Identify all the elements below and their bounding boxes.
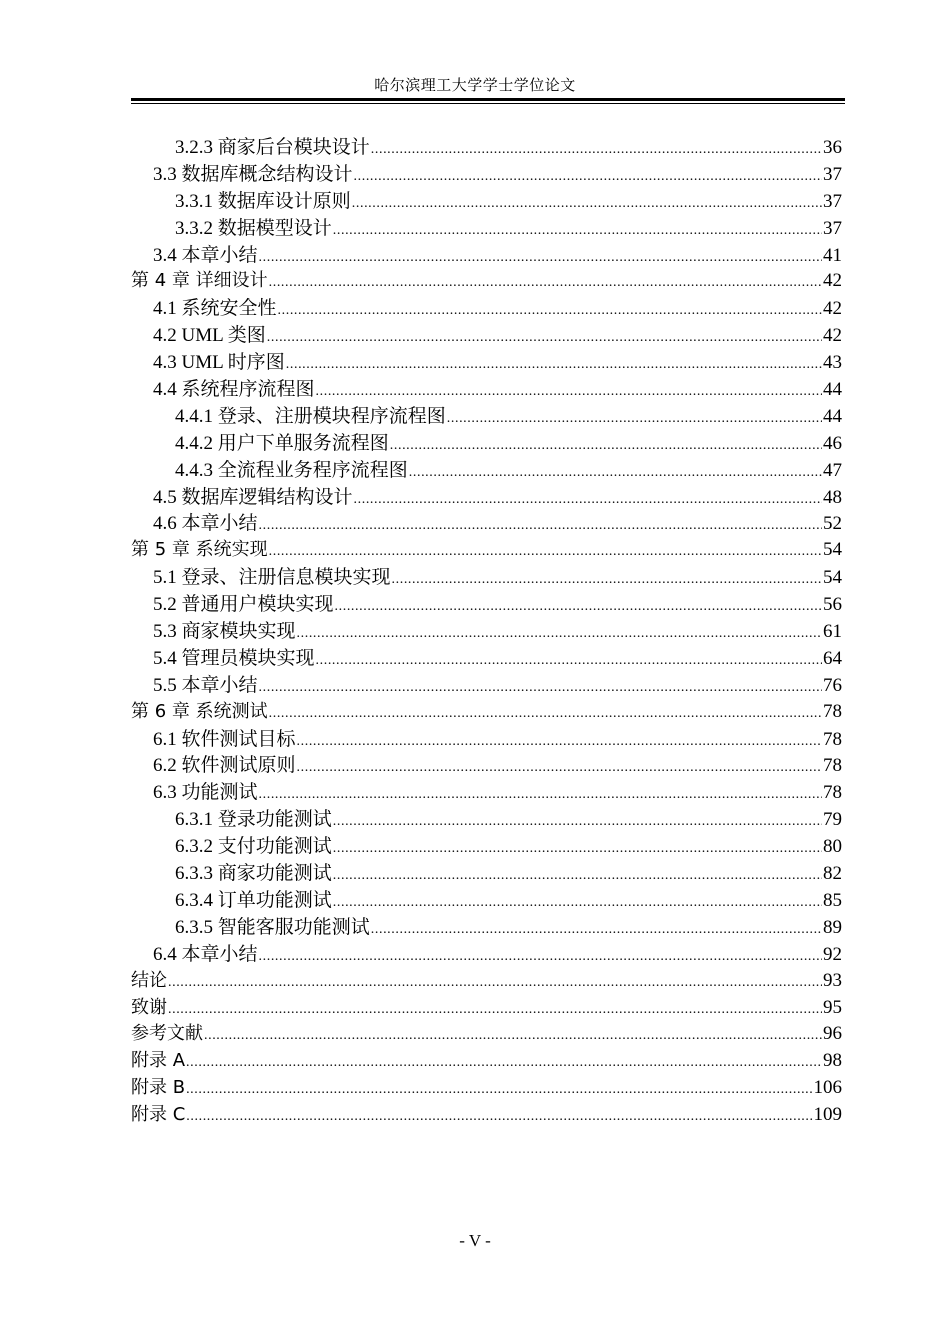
- toc-entry[interactable]: [131, 455, 842, 482]
- toc-entry-title: 6.3.2 支付功能测试: [175, 836, 332, 858]
- toc-entry-page: 52: [823, 513, 842, 535]
- toc-dot-leader: [333, 895, 822, 911]
- toc-entry[interactable]: [131, 697, 842, 724]
- toc-entry-title: 6.1 软件测试目标: [153, 728, 296, 750]
- toc-entry-page: 37: [823, 217, 842, 239]
- toc-entry[interactable]: [131, 266, 842, 293]
- table-of-contents: [131, 132, 842, 1127]
- toc-entry[interactable]: [131, 616, 842, 643]
- toc-entry[interactable]: [131, 186, 842, 213]
- toc-entry-page: 43: [823, 352, 842, 374]
- toc-entry[interactable]: [131, 750, 842, 777]
- toc-entry-title: 4.3 UML 时序图: [153, 352, 285, 374]
- toc-dot-leader: [269, 706, 822, 722]
- toc-dot-leader: [392, 572, 822, 588]
- toc-entry[interactable]: [131, 993, 842, 1020]
- toc-entry-page: 109: [813, 1104, 842, 1126]
- toc-entry-title: 结论: [131, 969, 167, 991]
- toc-entry[interactable]: [131, 670, 842, 697]
- toc-entry-title: 4.1 系统安全性: [153, 298, 277, 320]
- toc-entry-title: 4.4 系统程序流程图: [153, 379, 315, 401]
- toc-dot-leader: [267, 330, 822, 346]
- toc-entry-title: 4.4.1 登录、注册模块程序流程图: [175, 405, 446, 427]
- toc-entry-page: 36: [823, 137, 842, 158]
- toc-entry-title: 6.3.5 智能客服功能测试: [175, 916, 370, 938]
- toc-entry[interactable]: [131, 724, 842, 751]
- toc-dot-leader: [269, 275, 822, 291]
- toc-entry-title: 3.3.1 数据库设计原则: [175, 190, 351, 212]
- toc-entry-title: 4.4.3 全流程业务程序流程图: [175, 459, 408, 481]
- toc-dot-leader: [186, 1055, 822, 1071]
- toc-entry-page: 80: [823, 836, 842, 858]
- toc-entry-page: 93: [823, 969, 842, 991]
- toc-dot-leader: [333, 814, 822, 830]
- toc-entry-page: 78: [823, 728, 842, 750]
- toc-entry-page: 64: [823, 647, 842, 669]
- toc-entry[interactable]: [131, 1073, 842, 1100]
- toc-entry[interactable]: [131, 159, 842, 186]
- toc-dot-leader: [186, 1082, 812, 1098]
- toc-dot-leader: [259, 949, 822, 965]
- toc-entry[interactable]: [131, 589, 842, 616]
- toc-entry-page: 78: [823, 755, 842, 777]
- toc-dot-leader: [371, 922, 822, 938]
- toc-entry-title: 3.3 数据库概念结构设计: [153, 163, 353, 185]
- toc-entry-page: 41: [823, 244, 842, 266]
- header-rule-thin: [131, 103, 845, 104]
- toc-entry-page: 98: [823, 1050, 842, 1072]
- toc-entry-title: 6.4 本章小结: [153, 943, 258, 965]
- toc-entry-title: 3.3.2 数据模型设计: [175, 217, 332, 239]
- toc-dot-leader: [286, 357, 822, 373]
- toc-dot-leader: [259, 250, 822, 266]
- toc-entry-title: 5.1 登录、注册信息模块实现: [153, 567, 391, 589]
- toc-entry-page: 42: [823, 298, 842, 320]
- toc-entry-page: 37: [823, 163, 842, 185]
- toc-entry[interactable]: [131, 293, 842, 320]
- toc-entry-title: 3.2.3 商家后台模块设计: [175, 137, 370, 158]
- toc-entry[interactable]: [131, 858, 842, 885]
- toc-entry[interactable]: [131, 535, 842, 562]
- toc-dot-leader: [352, 196, 822, 212]
- toc-dot-leader: [316, 653, 822, 669]
- toc-entry-page: 42: [823, 270, 842, 292]
- header-rule-thick: [131, 98, 845, 101]
- toc-entry[interactable]: [131, 831, 842, 858]
- toc-entry[interactable]: [131, 966, 842, 993]
- toc-entry-title: 4.6 本章小结: [153, 513, 258, 535]
- toc-entry[interactable]: [131, 562, 842, 589]
- toc-dot-leader: [333, 841, 822, 857]
- toc-entry-title: 第 4 章 详细设计: [131, 270, 268, 292]
- toc-entry-title: 5.5 本章小结: [153, 674, 258, 696]
- footer-page-number: - V -: [459, 1231, 491, 1250]
- toc-dot-leader: [335, 599, 822, 615]
- toc-dot-leader: [204, 1028, 822, 1044]
- toc-dot-leader: [259, 518, 822, 534]
- toc-entry[interactable]: [131, 213, 842, 240]
- toc-dot-leader: [447, 411, 822, 427]
- toc-entry-title: 附录 C: [131, 1104, 186, 1126]
- toc-dot-leader: [316, 384, 822, 400]
- header-title: 哈尔滨理工大学学士学位论文: [374, 78, 576, 94]
- toc-entry-page: 37: [823, 190, 842, 212]
- toc-entry[interactable]: [131, 347, 842, 374]
- toc-entry[interactable]: [131, 401, 842, 428]
- toc-entry-page: 76: [823, 674, 842, 696]
- toc-entry-page: 46: [823, 432, 842, 454]
- toc-entry[interactable]: [131, 643, 842, 670]
- toc-entry-page: 54: [823, 567, 842, 589]
- toc-entry-page: 47: [823, 459, 842, 481]
- toc-entry-title: 5.2 普通用户模块实现: [153, 594, 334, 616]
- toc-entry-page: 96: [823, 1023, 842, 1045]
- toc-entry-title: 第 5 章 系统实现: [131, 539, 268, 561]
- toc-entry-title: 附录 A: [131, 1050, 186, 1072]
- toc-entry-page: 85: [823, 889, 842, 911]
- toc-entry-page: 78: [823, 782, 842, 804]
- toc-entry[interactable]: [131, 374, 842, 401]
- toc-dot-leader: [354, 169, 822, 185]
- toc-entry[interactable]: [131, 1046, 842, 1073]
- toc-entry-title: 6.3.4 订单功能测试: [175, 889, 332, 911]
- toc-entry-title: 6.3.1 登录功能测试: [175, 809, 332, 831]
- toc-entry-page: 89: [823, 916, 842, 938]
- toc-dot-leader: [354, 492, 822, 508]
- toc-entry-page: 42: [823, 325, 842, 347]
- toc-entry-title: 4.5 数据库逻辑结构设计: [153, 486, 353, 508]
- toc-entry-page: 92: [823, 943, 842, 965]
- toc-entry-page: 44: [823, 405, 842, 427]
- toc-entry-title: 3.4 本章小结: [153, 244, 258, 266]
- toc-entry[interactable]: [131, 804, 842, 831]
- toc-entry-title: 5.3 商家模块实现: [153, 621, 296, 643]
- toc-entry[interactable]: [131, 939, 842, 966]
- toc-entry-page: 44: [823, 379, 842, 401]
- toc-entry-page: 48: [823, 486, 842, 508]
- toc-entry-page: 79: [823, 809, 842, 831]
- toc-entry[interactable]: [131, 1100, 842, 1127]
- toc-entry-page: 78: [823, 700, 842, 722]
- toc-dot-leader: [371, 142, 822, 158]
- toc-entry-title: 6.3.3 商家功能测试: [175, 863, 332, 885]
- toc-dot-leader: [168, 1002, 822, 1018]
- toc-dot-leader: [259, 787, 822, 803]
- toc-entry-title: 6.3 功能测试: [153, 782, 258, 804]
- toc-dot-leader: [297, 626, 822, 642]
- toc-entry-page: 61: [823, 621, 842, 643]
- toc-entry-page: 82: [823, 863, 842, 885]
- toc-dot-leader: [168, 975, 822, 991]
- toc-entry-title: 4.4.2 用户下单服务流程图: [175, 432, 389, 454]
- toc-entry-page: 95: [823, 996, 842, 1018]
- toc-dot-leader: [186, 1109, 812, 1125]
- toc-entry-page: 56: [823, 594, 842, 616]
- toc-dot-leader: [390, 438, 822, 454]
- toc-entry[interactable]: [131, 428, 842, 455]
- toc-entry-title: 附录 B: [131, 1077, 186, 1099]
- toc-entry-title: 4.2 UML 类图: [153, 325, 266, 347]
- toc-entry[interactable]: [131, 320, 842, 347]
- toc-entry-title: 参考文献: [131, 1023, 203, 1045]
- toc-entry[interactable]: [131, 240, 842, 267]
- toc-entry[interactable]: [131, 132, 842, 159]
- toc-entry-page: 54: [823, 539, 842, 561]
- toc-entry-title: 第 6 章 系统测试: [131, 700, 268, 722]
- toc-entry[interactable]: [131, 885, 842, 912]
- toc-dot-leader: [409, 465, 822, 481]
- toc-dot-leader: [259, 680, 822, 696]
- toc-entry[interactable]: [131, 508, 842, 535]
- toc-dot-leader: [269, 544, 822, 560]
- toc-entry-title: 致谢: [131, 996, 167, 1018]
- toc-dot-leader: [297, 734, 822, 750]
- toc-entry-page: 106: [813, 1077, 842, 1099]
- toc-dot-leader: [278, 303, 822, 319]
- toc-dot-leader: [297, 760, 822, 776]
- toc-entry[interactable]: [131, 482, 842, 509]
- toc-dot-leader: [333, 223, 822, 239]
- toc-dot-leader: [333, 868, 822, 884]
- toc-entry-title: 5.4 管理员模块实现: [153, 647, 315, 669]
- toc-entry-title: 6.2 软件测试原则: [153, 755, 296, 777]
- toc-entry[interactable]: [131, 912, 842, 939]
- toc-entry[interactable]: [131, 1019, 842, 1046]
- toc-entry[interactable]: [131, 777, 842, 804]
